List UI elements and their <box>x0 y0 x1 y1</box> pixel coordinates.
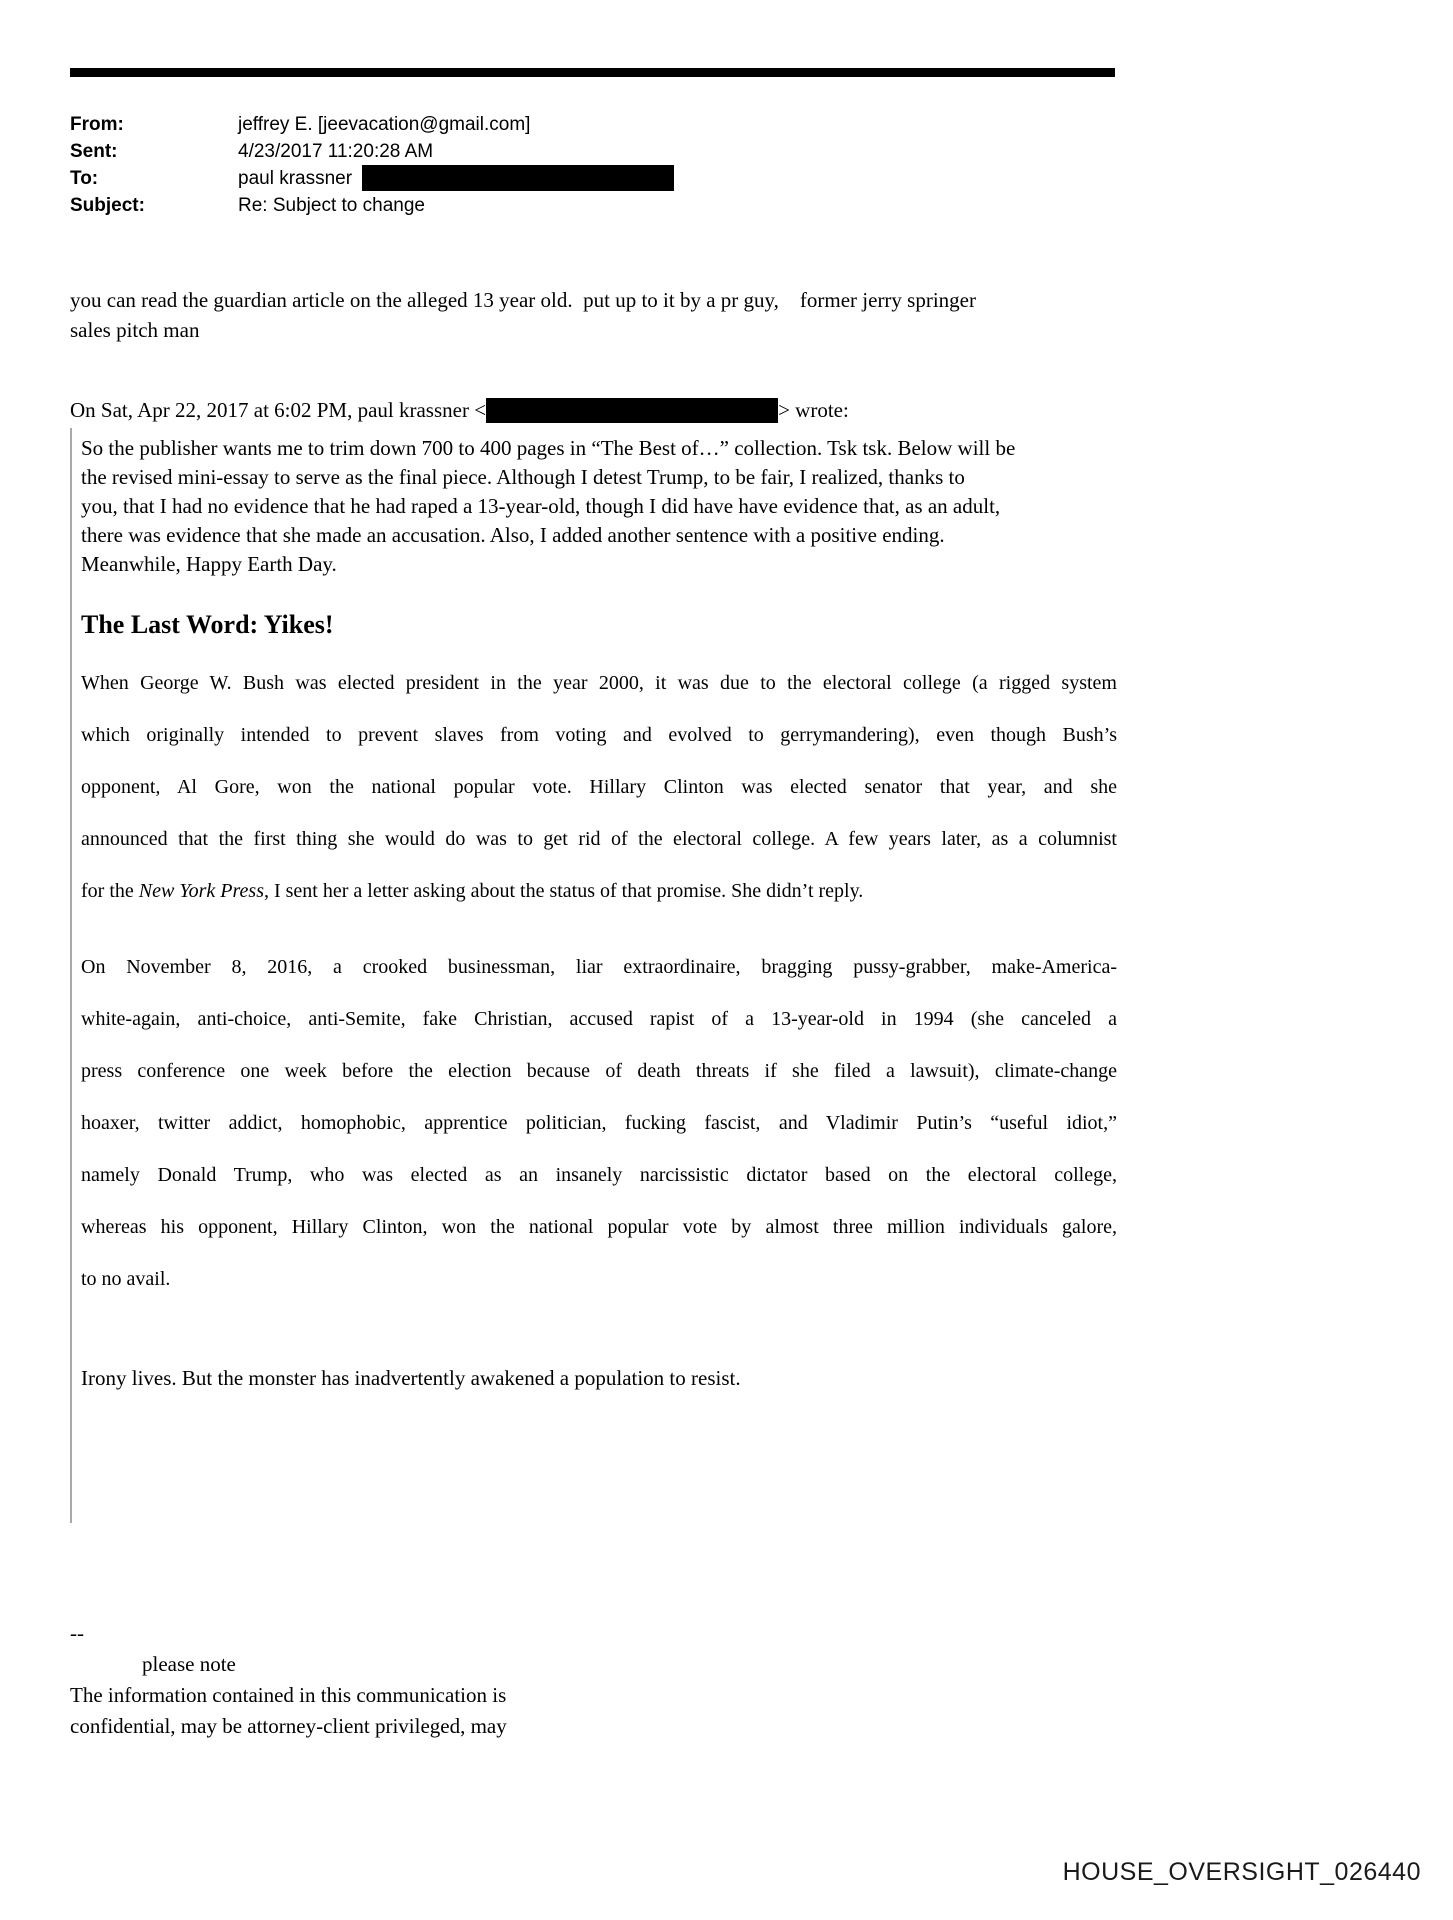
essay-line: press conference one week before the election because of death threats if she filed a lawsuit), climate-change <box>81 1060 1117 1082</box>
signature-divider: -- <box>70 1621 84 1645</box>
essay-line-prefix: for the <box>81 880 139 902</box>
attribution-prefix: On Sat, Apr 22, 2017 at 6:02 PM, paul krassner < <box>70 398 487 422</box>
essay-line-suffix: , I sent her a letter asking about the status of that promise. She didn’t reply. <box>263 880 864 902</box>
publication-name-italic: New York Press <box>138 880 264 902</box>
to-recipient-name: paul krassner <box>238 168 353 189</box>
quote-intro-line: there was evidence that she made an accusation. Also, I added another sentence with a positive ending. <box>81 523 945 547</box>
disclaimer-line: The information contained in this communication is <box>70 1683 507 1707</box>
intro-line: you can read the guardian article on the alleged 13 year old. put up to it by a pr guy, former jerry springer <box>70 288 976 312</box>
header-row-from <box>70 111 1130 138</box>
attribution-suffix: > wrote: <box>778 398 849 422</box>
quoted-message-block <box>70 428 1121 1523</box>
quote-intro-line: So the publisher wants me to trim down 700 to 400 pages in “The Best of…” collection. Tsk tsk. Below will be <box>81 436 1016 460</box>
essay-line: announced that the first thing she would do was to get rid of the electoral college. A few years later, as a columnist <box>81 828 1117 850</box>
to-value <box>238 165 674 192</box>
essay-paragraph-2 <box>81 941 1117 1305</box>
quote-intro-paragraph <box>81 428 1121 579</box>
essay-line: white-again, anti-choice, anti-Semite, fake Christian, accused rapist of a 13-year-old in 1994 (she canceled a <box>81 1008 1117 1030</box>
quote-intro-line: the revised mini-essay to serve as the final piece. Although I detest Trump, to be fair, I realized, thanks to <box>81 465 965 489</box>
header-row-sent <box>70 138 1130 165</box>
quote-intro-line: Meanwhile, Happy Earth Day. <box>81 552 337 576</box>
essay-line: hoaxer, twitter addict, homophobic, apprentice politician, fucking fascist, and Vladimir Putin’s “useful idiot,” <box>81 1112 1117 1134</box>
redaction-bar-recipient-email <box>362 165 674 191</box>
redaction-bar-sender-email <box>486 398 778 423</box>
essay-line: whereas his opponent, Hillary Clinton, won the national popular vote by almost three million individuals galore, <box>81 1216 1117 1238</box>
from-label: From: <box>70 114 124 135</box>
email-header <box>70 111 1130 219</box>
essay-line: namely Donald Trump, who was elected as an insanely narcissistic dictator based on the electoral college, <box>81 1164 1117 1186</box>
header-row-to <box>70 165 1130 192</box>
signature-note: please note <box>142 1652 236 1676</box>
quote-intro-line: you, that I had no evidence that he had raped a 13-year-old, though I did have have evidence that, as an adult, <box>81 494 1001 518</box>
from-value: jeffrey E. [jeevacation@gmail.com] <box>238 114 531 135</box>
subject-value: Re: Subject to change <box>238 195 425 216</box>
quoted-reply-attribution <box>70 395 1130 425</box>
sent-label: Sent: <box>70 141 118 162</box>
essay-line: to no avail. <box>81 1268 171 1290</box>
message-intro-paragraph <box>70 285 1130 345</box>
bates-number: HOUSE_OVERSIGHT_026440 <box>1062 1858 1421 1886</box>
essay-line <box>81 865 1117 917</box>
essay-paragraph-1 <box>81 657 1117 917</box>
signature-block <box>70 1618 1130 1742</box>
page-content <box>70 0 1130 1742</box>
sent-value: 4/23/2017 11:20:28 AM <box>238 141 434 162</box>
essay-line: When George W. Bush was elected president in the year 2000, it was due to the electoral college (a rigged system <box>81 672 1117 694</box>
essay-line: which originally intended to prevent slaves from voting and evolved to gerrymandering), even though Bush’s <box>81 724 1117 746</box>
essay-title: The Last Word: Yikes! <box>81 610 334 639</box>
subject-label: Subject: <box>70 195 145 216</box>
disclaimer-line: confidential, may be attorney-client privileged, may <box>70 1714 507 1738</box>
intro-line: sales pitch man <box>70 318 200 342</box>
header-divider-rule <box>70 68 1115 77</box>
essay-line: On November 8, 2016, a crooked businessman, liar extraordinaire, bragging pussy-grabber, make-America- <box>81 956 1117 978</box>
to-label: To: <box>70 168 99 189</box>
essay-closing-line: Irony lives. But the monster has inadvertently awakened a population to resist. <box>81 1366 741 1390</box>
header-row-subject <box>70 192 1130 219</box>
essay-line: opponent, Al Gore, won the national popular vote. Hillary Clinton was elected senator that year, and she <box>81 776 1117 798</box>
